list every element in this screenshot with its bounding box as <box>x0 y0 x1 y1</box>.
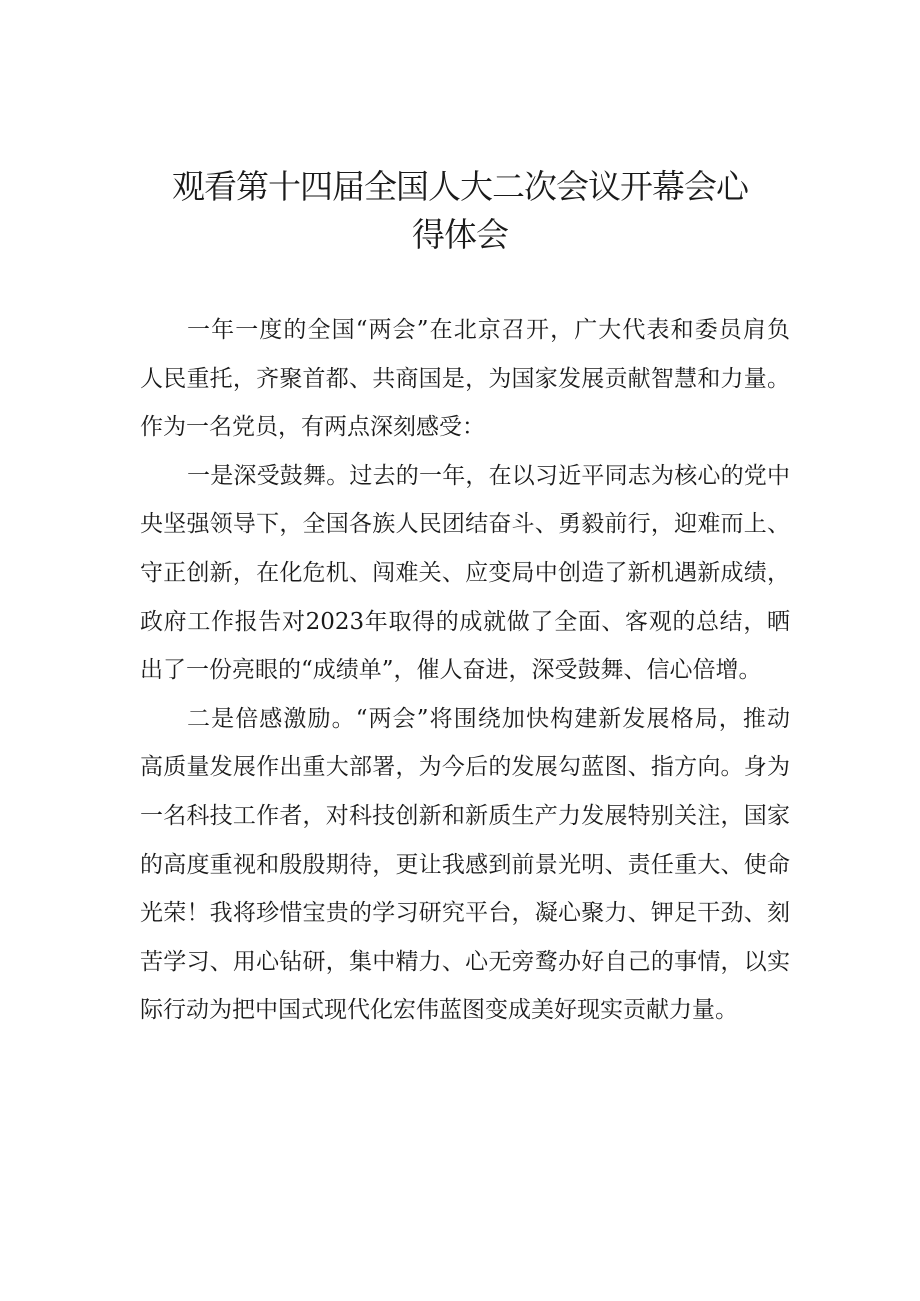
text-line: 高质量发展作出重大部署，为今后的发展勾蓝图、指方向。身为 <box>140 754 790 781</box>
text-line: 人民重托，齐聚首都、共商国是，为国家发展贡献智慧和力量。 <box>140 365 790 392</box>
paragraph-2 <box>140 452 790 695</box>
text-line: 作为一名党员，有两点深刻感受： <box>140 414 485 441</box>
text-line: 一年一度的全国“两会”在北京召开，广大代表和委员肩负 <box>187 317 790 343</box>
text-line: 政府工作报告对2023年取得的成就做了全面、客观的总结，晒 <box>140 608 790 635</box>
document-title <box>150 163 770 259</box>
paragraph-3 <box>140 695 790 1035</box>
document-body <box>140 306 790 1035</box>
text-line: 二是倍感激励。“两会”将围绕加快构建新发展格局，推动 <box>187 705 790 732</box>
text-line: 出了一份亮眼的“成绩单”，催人奋进，深受鼓舞、信心倍增。 <box>140 657 762 684</box>
text-line: 的高度重视和殷殷期待，更让我感到前景光明、责任重大、使命 <box>140 851 790 878</box>
paragraph-1 <box>140 306 790 452</box>
text-line: 苦学习、用心钻研，集中精力、心无旁鹜办好自己的事情，以实 <box>140 948 790 975</box>
title-line: 得体会 <box>412 215 508 254</box>
text-line: 一名科技工作者，对科技创新和新质生产力发展特别关注，国家 <box>140 802 790 829</box>
text-line: 央坚强领导下，全国各族人民团结奋斗、勇毅前行，迎难而上、 <box>140 511 790 538</box>
text-line: 一是深受鼓舞。过去的一年，在以习近平同志为核心的党中 <box>187 462 790 489</box>
text-line: 光荣！我将珍惜宝贵的学习研究平台，凝心聚力、钾足干劲、刻 <box>140 900 790 927</box>
text-line: 守正创新，在化危机、闯难关、应变局中创造了新机遇新成绩， <box>140 559 790 586</box>
text-line: 际行动为把中国式现代化宏伟蓝图变成美好现实贡献力量。 <box>140 997 738 1024</box>
title-line: 观看第十四届全国人大二次会议开幕会心 <box>172 167 748 206</box>
